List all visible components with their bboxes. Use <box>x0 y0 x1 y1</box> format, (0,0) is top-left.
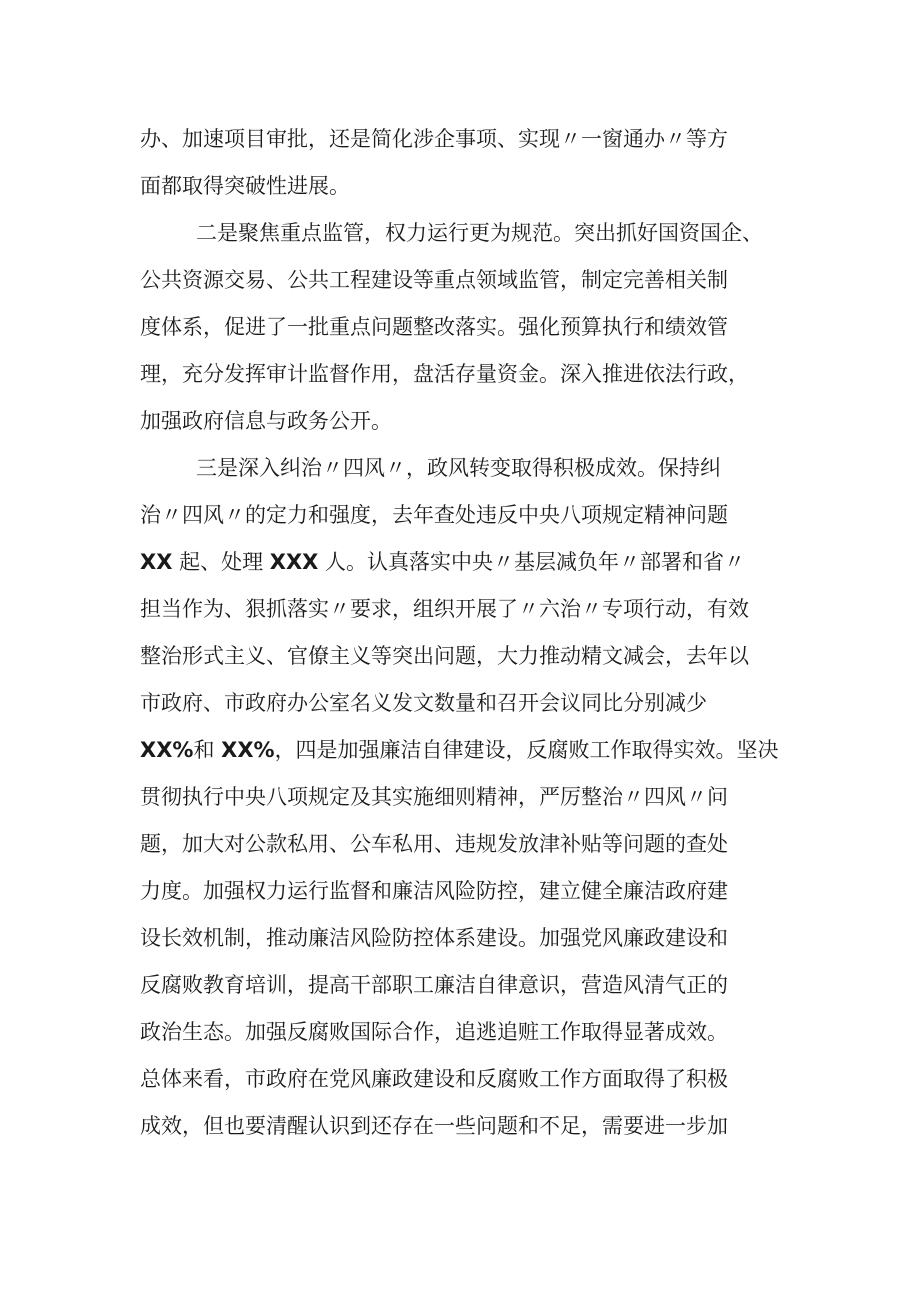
text-line: 加强政府信息与政务公开。 <box>140 409 392 433</box>
text-line: 反腐败教育培训，提高干部职工廉洁自律意识，营造风清气正的 <box>140 973 728 997</box>
text-line: 面都取得突破性进展。 <box>140 174 350 198</box>
text-line: 理，充分发挥审计监督作用，盘活存量资金。深入推进依法行政， <box>140 362 749 386</box>
text-line: 贯彻执行中央八项规定及其实施细则精神，严厉整治〃四风〃问 <box>140 785 728 809</box>
text-line: 办、加速项目审批，还是简化涉企事项、实现〃一窗通办〃等方 <box>140 127 728 151</box>
text-line: 政治生态。加强反腐败国际合作，追逃追赃工作取得显著成效。 <box>140 1020 728 1044</box>
text-line: 成效，但也要清醒认识到还存在一些问题和不足，需要进一步加 <box>140 1114 728 1138</box>
text-line: 题，加大对公款私用、公车私用、违规发放津补贴等问题的查处 <box>140 832 728 856</box>
text-line: 整治形式主义、官僚主义等突出问题，大力推动精文减会，去年以 <box>140 644 749 668</box>
text-line: 度体系，促进了一批重点问题整改落实。强化预算执行和绩效管 <box>140 315 728 339</box>
placeholder-number: XX% <box>221 738 275 762</box>
placeholder-number: XX% <box>140 738 194 762</box>
paragraph-start-line: 二是聚焦重点监管，权力运行更为规范。突出抓好国资国企、 <box>196 221 763 245</box>
text-line: 治〃四风〃的定力和强度，去年查处违反中央八项规定精神问题 <box>140 503 728 527</box>
text-line: 市政府、市政府办公室名义发文数量和召开会议同比分别减少 <box>140 691 707 715</box>
paragraph-start-line: 三是深入纠治〃四风〃，政风转变取得积极成效。保持纠 <box>196 456 721 480</box>
text-line: XX 起、处理 XXX 人。认真落实中央〃基层减负年〃部署和省〃 <box>140 550 746 574</box>
text-line: 设长效机制，推动廉洁风险防控体系建设。加强党风廉政建设和 <box>140 926 728 950</box>
text-line: 公共资源交易、公共工程建设等重点领域监管，制定完善相关制 <box>140 268 728 292</box>
placeholder-number: XXX <box>269 550 319 574</box>
text-line: 力度。加强权力运行监督和廉洁风险防控，建立健全廉洁政府建 <box>140 879 728 903</box>
text-line: 担当作为、狠抓落实〃要求，组织开展了〃六治〃专项行动，有效 <box>140 597 749 621</box>
text-line: 总体来看，市政府在党风廉政建设和反腐败工作方面取得了积极 <box>140 1067 728 1091</box>
placeholder-number: XX <box>140 550 173 574</box>
text-line: XX%和 XX%，四是加强廉洁自律建设，反腐败工作取得实效。坚决 <box>140 738 779 762</box>
body-text <box>140 116 800 1150</box>
